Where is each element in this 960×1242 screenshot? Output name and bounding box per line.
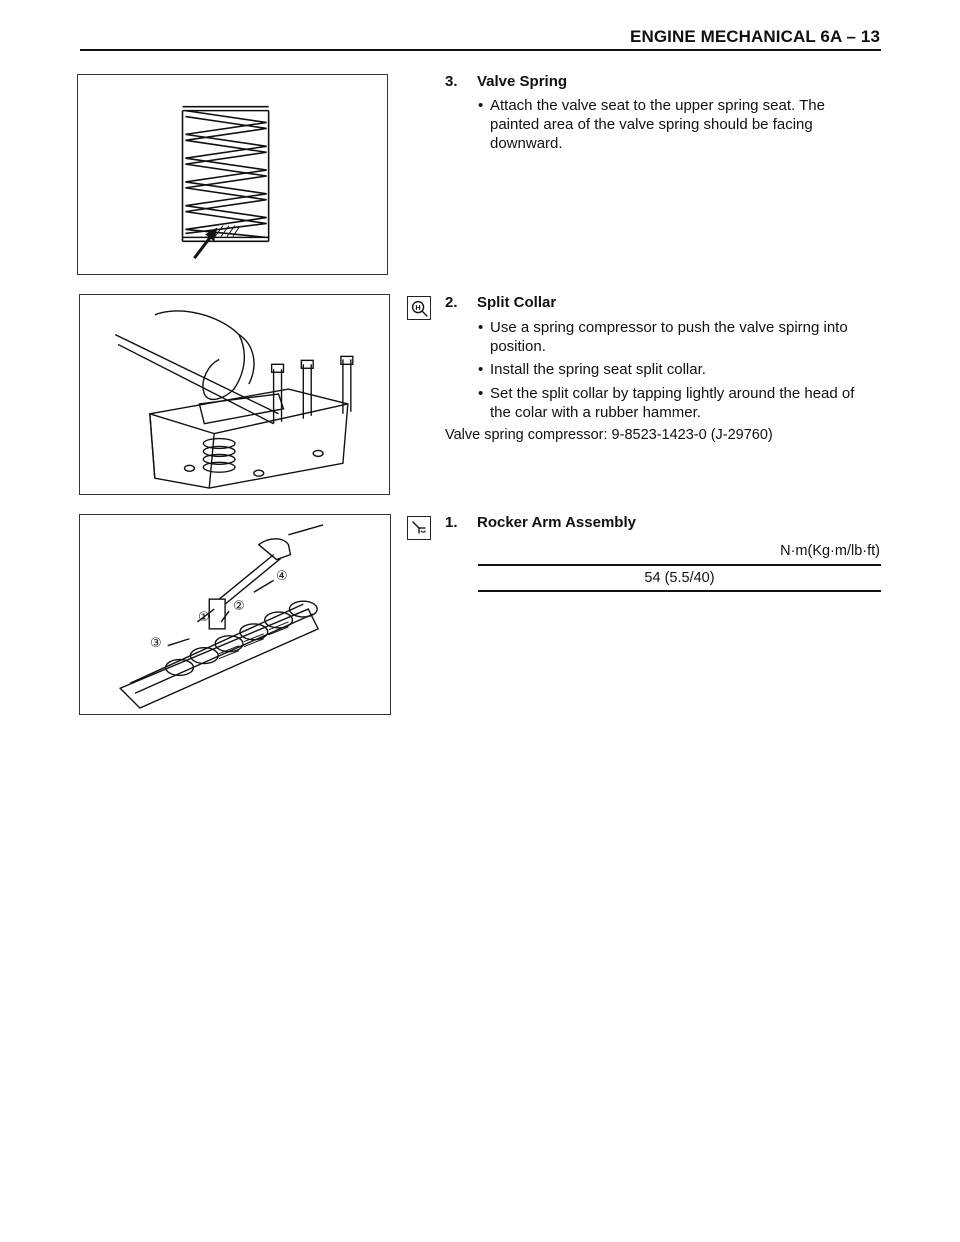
figure-valve-spring <box>77 74 388 275</box>
step-2-title <box>445 294 556 311</box>
figure-rocker-arm-assembly <box>79 514 391 715</box>
step-2-bullet-1 <box>478 318 878 356</box>
bullet-text: Attach the valve seat to the upper spring seat. The painted area of the valve spring should be facing downward. <box>490 97 825 152</box>
step-2-label: Split Collar <box>477 294 557 311</box>
bullet-dot: • <box>478 97 484 114</box>
figure-split-collar <box>79 294 390 495</box>
split-collar-illustration <box>80 295 389 494</box>
torque-wrench-icon <box>407 516 431 540</box>
bullet-dot: • <box>478 361 484 378</box>
svg-text:H: H <box>415 302 421 312</box>
header-rule <box>80 49 881 51</box>
step-1-title <box>445 514 636 531</box>
step-2-bullet-3 <box>478 384 878 422</box>
torque-unit: N·m(Kg·m/lb·ft) <box>780 543 880 559</box>
page-header-title: ENGINE MECHANICAL 6A – 13 <box>630 27 880 46</box>
bullet-dot: • <box>478 385 484 402</box>
step-3-label: Valve Spring <box>477 73 568 90</box>
callout-label-3: ③ <box>150 635 162 650</box>
step-1-label: Rocker Arm Assembly <box>477 514 636 531</box>
torque-table-bottom-rule <box>478 590 881 592</box>
tool-specification: Valve spring compressor: 9-8523-1423-0 (J-29760) <box>445 427 773 443</box>
bullet-text: Use a spring compressor to push the valve spirng into position. <box>490 319 848 355</box>
callout-label-1: ① <box>198 609 210 624</box>
torque-value: 54 (5.5/40) <box>644 570 715 586</box>
bullet-text: Set the split collar by tapping lightly around the head of the colar with a rubber hammer. <box>490 385 855 421</box>
step-3-title <box>445 73 567 90</box>
valve-spring-illustration <box>78 75 387 274</box>
hammer-tool-icon <box>407 296 431 320</box>
step-3-number: 3. <box>445 73 458 90</box>
rocker-arm-illustration <box>80 515 390 714</box>
step-3-bullet-1 <box>478 96 878 153</box>
step-1-number: 1. <box>445 514 458 531</box>
bullet-dot: • <box>478 319 484 336</box>
callout-label-4: ④ <box>276 568 288 583</box>
step-2-number: 2. <box>445 294 458 311</box>
callout-label-2: ② <box>233 598 245 613</box>
step-2-bullet-2 <box>478 360 878 379</box>
torque-table-top-rule <box>478 564 881 566</box>
bullet-text: Install the spring seat split collar. <box>490 361 706 378</box>
